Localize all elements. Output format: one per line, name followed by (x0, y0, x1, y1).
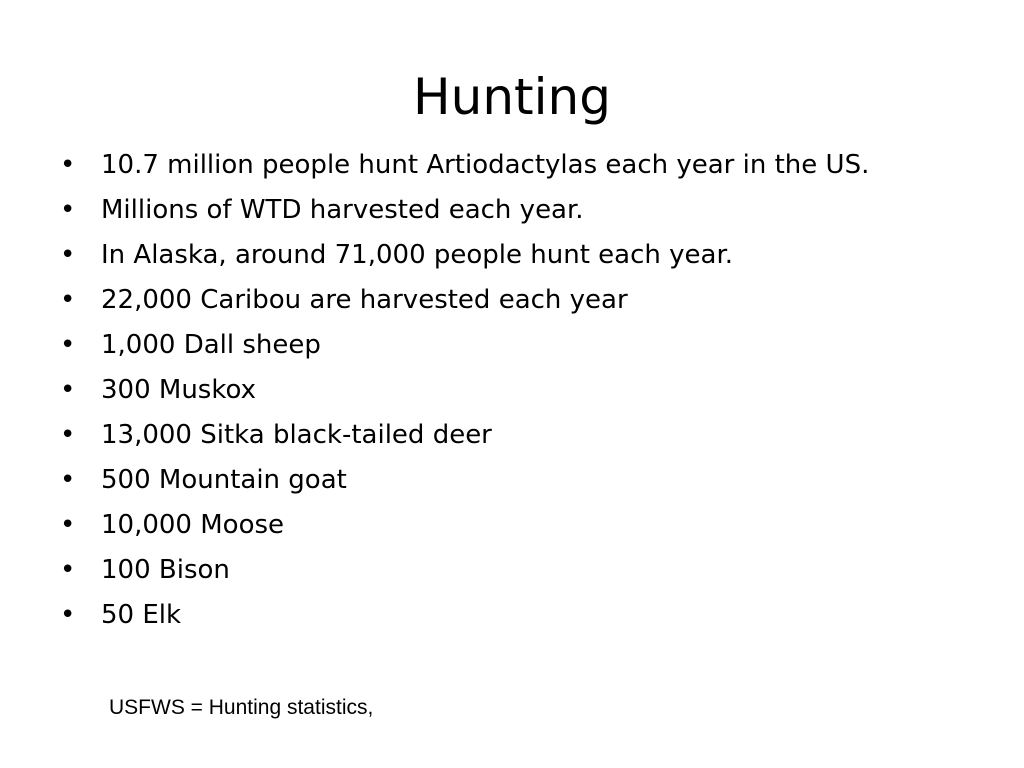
bullet-icon: • (60, 510, 76, 540)
bullet-icon: • (60, 420, 76, 450)
list-item-text: 10.7 million people hunt Artiodactylas each year in the US. (101, 150, 870, 180)
source-note: USFWS = Hunting statistics, (109, 696, 374, 719)
bullet-icon: • (60, 600, 76, 630)
slide-title: Hunting (413, 68, 611, 126)
list-item (60, 548, 1000, 593)
list-item-text: 22,000 Caribou are harvested each year (101, 285, 628, 315)
bullet-icon: • (60, 375, 76, 405)
list-item (60, 323, 1000, 368)
bullet-icon: • (60, 240, 76, 270)
list-item (60, 503, 1000, 548)
list-item-text: 10,000 Moose (101, 510, 285, 540)
list-item-text: 500 Mountain goat (101, 465, 347, 495)
list-item-text: 13,000 Sitka black-tailed deer (101, 420, 492, 450)
list-item (60, 233, 1000, 278)
bullet-list (60, 143, 1000, 638)
list-item (60, 188, 1000, 233)
bullet-icon: • (60, 285, 76, 315)
list-item (60, 143, 1000, 188)
bullet-icon: • (60, 465, 76, 495)
list-item-text: 50 Elk (101, 600, 182, 630)
list-item (60, 413, 1000, 458)
bullet-icon: • (60, 330, 76, 360)
list-item (60, 593, 1000, 638)
list-item (60, 278, 1000, 323)
list-item-text: 1,000 Dall sheep (101, 330, 321, 360)
bullet-icon: • (60, 195, 76, 225)
list-item-text: In Alaska, around 71,000 people hunt each year. (101, 240, 734, 270)
list-item-text: Millions of WTD harvested each year. (101, 195, 584, 225)
list-item (60, 368, 1000, 413)
list-item-text: 300 Muskox (101, 375, 256, 405)
list-item (60, 458, 1000, 503)
list-item-text: 100 Bison (101, 555, 230, 585)
bullet-icon: • (60, 555, 76, 585)
bullet-icon: • (60, 150, 76, 180)
